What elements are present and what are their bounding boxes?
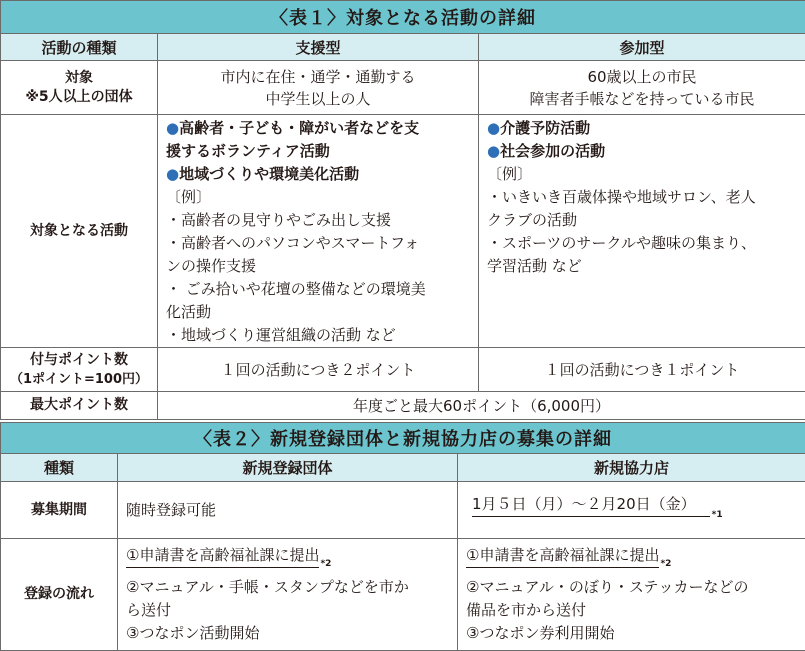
- participation-example-l4: 学習活動 など: [487, 257, 582, 275]
- header-activity-type: 活動の種類: [1, 34, 158, 61]
- max-points-value: 年度ごと最大60ポイント（6,000円）: [158, 392, 805, 420]
- activities-label: 対象となる活動: [1, 115, 158, 348]
- participation-example: 〔例〕: [487, 165, 533, 183]
- participation-bullet1: 介護予防活動: [500, 119, 591, 137]
- header-new-organization: 新規登録団体: [118, 454, 458, 482]
- participation-activities-cell: [479, 115, 805, 348]
- participation-example-l2: クラブの活動: [487, 211, 578, 229]
- org-step1: ①申請書を高齢福祉課に提出: [126, 544, 319, 568]
- participation-target-line1: 60歳以上の市民: [587, 67, 697, 86]
- flow-label: 登録の流れ: [1, 539, 118, 651]
- target-label-cell: [1, 61, 158, 115]
- period-label: 募集期間: [1, 482, 118, 539]
- store-period: 1月５日（月）～２月20日（金）: [472, 493, 710, 517]
- bullet-dot-icon: ●: [487, 142, 501, 160]
- support-example-l3: ンの操作支援: [166, 257, 257, 275]
- header-new-store: 新規協力店: [458, 454, 805, 482]
- support-target-line1: 市内に在住・通学・通勤する: [220, 67, 416, 86]
- support-example-l4: ・ ごみ拾いや花壇の整備などの環境美: [166, 280, 426, 298]
- support-bullet1-line1: 高齢者・子ども・障がい者などを支: [179, 119, 420, 137]
- store-step2-line1: ②マニュアル・のぼり・ステッカーなどの: [466, 578, 749, 596]
- store-step2-line2: 備品を市から送付: [466, 601, 587, 619]
- table2-title: 〈表２〉新規登録団体と新規協力店の募集の詳細: [1, 423, 805, 454]
- store-period-note: *1: [711, 510, 723, 520]
- org-period: 随時登録可能: [118, 482, 458, 539]
- participation-target-line2: 障害者手帳などを持っている市民: [529, 89, 755, 108]
- header-kind: 種類: [1, 454, 118, 482]
- support-points: １回の活動につき２ポイント: [158, 348, 479, 392]
- bullet-dot-icon: ●: [166, 119, 180, 137]
- points-label: 付与ポイント数: [30, 351, 128, 368]
- participation-bullet2: 社会参加の活動: [500, 142, 606, 160]
- store-flow-cell: [458, 539, 805, 651]
- participation-target-cell: [479, 61, 805, 115]
- store-step1-note: *2: [660, 559, 672, 569]
- header-participation-type: 参加型: [479, 34, 805, 61]
- support-example-l6: ・地域づくり運営組織の活動 など: [166, 326, 396, 344]
- target-label: 対象: [65, 69, 93, 86]
- org-step2-line1: ②マニュアル・手帳・スタンプなどを市か: [126, 578, 409, 596]
- support-bullet1-line2: 援するボランティア活動: [166, 142, 330, 160]
- support-example-l1: ・高齢者の見守りやごみ出し支援: [166, 211, 392, 229]
- points-label-cell: [1, 348, 158, 392]
- support-target-line2: 中学生以上の人: [265, 89, 371, 108]
- store-step3: ③つなポン券利用開始: [466, 624, 615, 642]
- recruitment-details-table: [0, 422, 805, 651]
- table1-title: 〈表１〉対象となる活動の詳細: [1, 1, 805, 34]
- support-example: 〔例〕: [166, 188, 212, 206]
- org-step1-note: *2: [320, 559, 332, 569]
- header-support-type: 支援型: [158, 34, 479, 61]
- support-example-l2: ・高齢者へのパソコンやスマートフォ: [166, 234, 420, 252]
- store-period-cell: [458, 482, 805, 539]
- org-step3: ③つなポン活動開始: [126, 624, 260, 642]
- bullet-dot-icon: ●: [487, 119, 501, 137]
- target-note: ※5人以上の団体: [25, 88, 133, 105]
- max-points-label: 最大ポイント数: [1, 392, 158, 420]
- points-rate-note: （1ポイント=100円）: [9, 371, 149, 387]
- support-example-l5: 化活動: [166, 303, 212, 321]
- support-bullet2: 地域づくりや環境美化活動: [179, 165, 360, 183]
- bullet-dot-icon: ●: [166, 165, 180, 183]
- support-activities-cell: [158, 115, 479, 348]
- store-step1: ①申請書を高齢福祉課に提出: [466, 544, 659, 568]
- participation-points: １回の活動につき１ポイント: [479, 348, 805, 392]
- participation-example-l3: ・スポーツのサークルや趣味の集まり、: [487, 234, 756, 252]
- support-target-cell: [158, 61, 479, 115]
- participation-example-l1: ・いきいき百歳体操や地域サロン、老人: [487, 188, 756, 206]
- org-step2-line2: ら送付: [126, 601, 172, 619]
- org-flow-cell: [118, 539, 458, 651]
